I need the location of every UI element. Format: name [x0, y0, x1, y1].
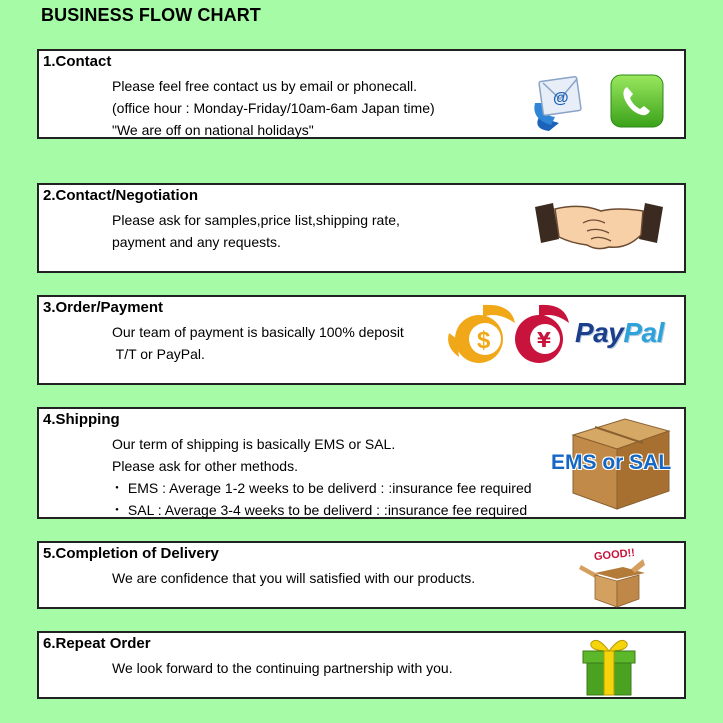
- step-negotiation: [37, 183, 686, 273]
- step-line: "We are off on national holidays": [112, 122, 314, 138]
- yen-coin-icon: [505, 301, 575, 371]
- step-repeat-order: [37, 631, 686, 699]
- step-heading: 2.Contact/Negotiation: [43, 187, 199, 204]
- step-heading: 3.Order/Payment: [43, 299, 164, 316]
- svg-text:$: $: [477, 327, 491, 354]
- shipping-bullets: [110, 477, 532, 521]
- step-text: [112, 433, 395, 477]
- step-heading: 1.Contact: [43, 53, 112, 70]
- step-text: [112, 321, 404, 365]
- step-contact: [37, 49, 686, 139]
- step-text: [112, 75, 435, 141]
- step-line: payment and any requests.: [112, 234, 281, 250]
- step-line: Our term of shipping is basically EMS or SAL.: [112, 436, 396, 452]
- phone-icon: [609, 73, 665, 129]
- step-heading: 5.Completion of Delivery: [43, 545, 219, 562]
- step-line: T/T or PayPal.: [112, 346, 205, 362]
- handshake-icon: [531, 199, 667, 255]
- shipping-bullet: ・ EMS : Average 1-2 weeks to be deliverd : :insurance fee required: [110, 480, 532, 496]
- step-line: Please feel free contact us by email or phonecall.: [112, 78, 418, 94]
- step-line: Please ask for samples,price list,shipping rate,: [112, 212, 400, 228]
- step-shipping: [37, 407, 686, 519]
- good-badge: GOOD!!: [593, 546, 636, 564]
- chart-title: BUSINESS FLOW CHART: [41, 5, 261, 25]
- paypal-logo: PayPal: [575, 317, 664, 348]
- step-line: We look forward to the continuing partnership with you.: [112, 660, 453, 676]
- step-text: [112, 209, 400, 253]
- step-heading: 6.Repeat Order: [43, 635, 151, 652]
- step-line: (office hour : Monday-Friday/10am-6am Japan time): [112, 100, 435, 116]
- ems-sal-label: EMS or SAL: [551, 451, 672, 474]
- step-order-payment: [37, 295, 686, 385]
- gift-icon: [579, 635, 639, 697]
- step-line: Please ask for other methods.: [112, 458, 298, 474]
- shipping-bullet: ・ SAL : Average 3-4 weeks to be deliverd : :insurance fee required: [110, 502, 528, 518]
- step-text: [112, 567, 475, 589]
- email-icon: [529, 73, 585, 133]
- svg-text:@: @: [553, 90, 569, 107]
- svg-text:¥: ¥: [537, 328, 551, 352]
- step-line: Our team of payment is basically 100% deposit: [112, 324, 404, 340]
- step-completion: [37, 541, 686, 609]
- step-text: [112, 657, 453, 679]
- step-line: We are confidence that you will satisfied with our products.: [112, 570, 476, 586]
- step-heading: 4.Shipping: [43, 411, 120, 428]
